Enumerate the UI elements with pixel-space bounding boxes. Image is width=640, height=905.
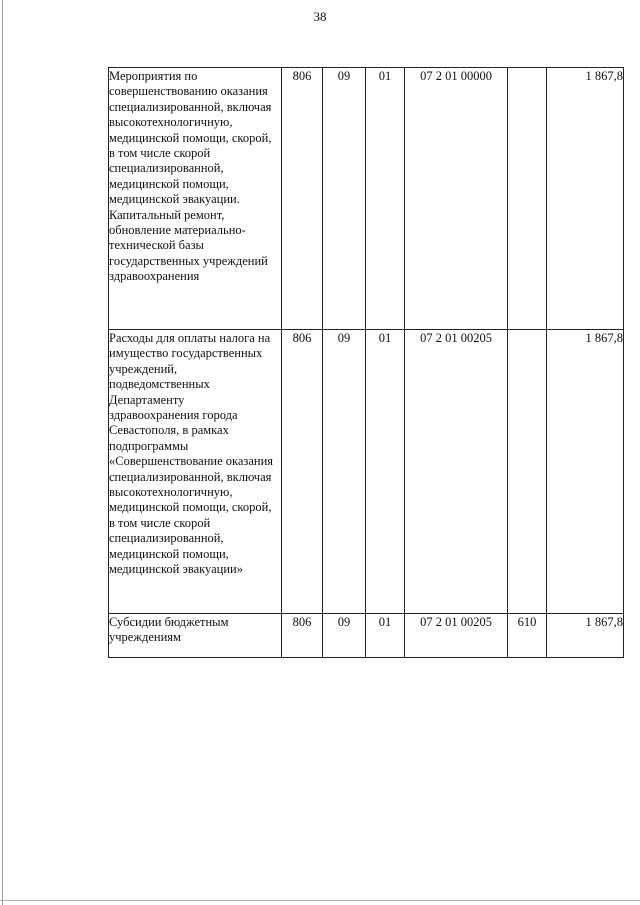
cell-expense-type bbox=[508, 330, 547, 614]
table-row bbox=[109, 68, 624, 330]
cell-admin-code: 806 bbox=[282, 614, 323, 658]
cell-amount: 1 867,8 bbox=[547, 68, 624, 330]
cell-target-article: 07 2 01 00205 bbox=[405, 330, 508, 614]
cell-name: Субсидии бюджетным учреждениям bbox=[109, 614, 282, 658]
page-bottom-edge bbox=[0, 900, 640, 901]
cell-subsection: 01 bbox=[366, 614, 405, 658]
page-left-edge bbox=[2, 0, 3, 905]
cell-name: Расходы для оплаты налога на имущество государственных учреждений, подведомственных Департаменту здравоохранения города Севастополя, в рамках подпрограммы «Совершенствование оказания специализированной, включая высокотехнологичную, медицинской помощи, скорой, в том числе скорой специализированной, медицинской помощи, медицинской эвакуации» bbox=[109, 330, 282, 614]
cell-section: 09 bbox=[323, 68, 366, 330]
page-number: 38 bbox=[313, 9, 327, 24]
cell-name: Мероприятия по совершенствованию оказания специализированной, включая высокотехнологичную, медицинской помощи, скорой, в том числе скорой специализированной, медицинской помощи, медицинской эвакуации. Капитальный ремонт, обновление материально-технической базы государственных учреждений здравоохранения bbox=[109, 68, 282, 330]
cell-expense-type: 610 bbox=[508, 614, 547, 658]
cell-subsection: 01 bbox=[366, 68, 405, 330]
cell-section: 09 bbox=[323, 614, 366, 658]
cell-admin-code: 806 bbox=[282, 68, 323, 330]
cell-target-article: 07 2 01 00205 bbox=[405, 614, 508, 658]
cell-section: 09 bbox=[323, 330, 366, 614]
cell-subsection: 01 bbox=[366, 330, 405, 614]
cell-amount: 1 867,8 bbox=[547, 330, 624, 614]
budget-table bbox=[108, 67, 624, 658]
table-row bbox=[109, 614, 624, 658]
cell-amount: 1 867,8 bbox=[547, 614, 624, 658]
table-row bbox=[109, 330, 624, 614]
cell-admin-code: 806 bbox=[282, 330, 323, 614]
cell-target-article: 07 2 01 00000 bbox=[405, 68, 508, 330]
cell-expense-type bbox=[508, 68, 547, 330]
